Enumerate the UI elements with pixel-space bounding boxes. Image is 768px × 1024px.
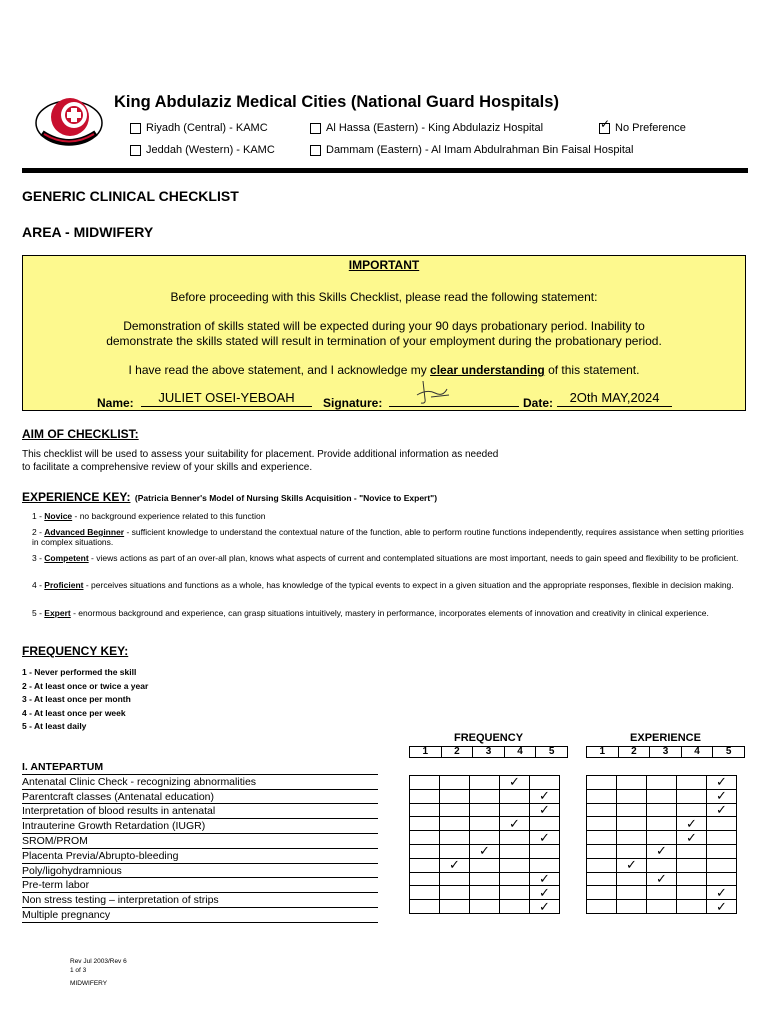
hospital-option-jeddah[interactable] — [130, 144, 275, 156]
experience-cell-1[interactable] — [587, 872, 617, 886]
check-icon: ✓ — [600, 116, 611, 131]
frequency-grid-row — [410, 817, 560, 831]
checklist-item: Interpretation of blood results in antenatal — [22, 804, 378, 819]
experience-cell-4[interactable] — [677, 900, 707, 914]
check-icon: ✓ — [479, 843, 490, 859]
checklist-item: Intrauterine Growth Retardation (IUGR) — [22, 819, 378, 834]
date-label: Date: — [523, 396, 554, 410]
key-num: 1 - — [32, 511, 45, 521]
experience-cell-3[interactable] — [647, 900, 677, 914]
header-divider — [22, 168, 748, 173]
experience-key-header — [22, 488, 437, 506]
frequency-key-item: 3 - At least once per month — [22, 694, 131, 704]
frequency-cell-4[interactable] — [500, 900, 530, 914]
footer-page: 1 of 3 — [70, 967, 87, 974]
check-icon: ✓ — [716, 774, 727, 790]
key-num: 3 - — [32, 553, 45, 563]
frequency-cell-2[interactable] — [440, 831, 470, 845]
check-icon: ✓ — [656, 870, 667, 886]
experience-title: EXPERIENCE — [630, 732, 701, 744]
checklist-item: Placenta Previa/Abrupto-bleeding — [22, 849, 378, 864]
experience-cell-4[interactable] — [677, 776, 707, 790]
checklist-item: Antenatal Clinic Check - recognizing abnormalities — [22, 775, 378, 790]
check-icon: ✓ — [539, 884, 550, 900]
frequency-cell-1[interactable] — [410, 858, 440, 872]
hospital-label: Dammam (Eastern) - Al Imam Abdulrahman Bin Faisal Hospital — [326, 144, 634, 156]
checklist-item: Parentcraft classes (Antenatal education) — [22, 790, 378, 805]
experience-cell-1[interactable] — [587, 831, 617, 845]
frequency-grid-row — [410, 872, 560, 886]
experience-key-item — [32, 511, 752, 521]
check-icon: ✓ — [716, 801, 727, 817]
scale-3: 3 — [650, 747, 682, 757]
check-icon: ✓ — [539, 788, 550, 804]
experience-cell-3[interactable] — [647, 886, 677, 900]
experience-cell-1[interactable] — [587, 789, 617, 803]
frequency-cell-3[interactable] — [470, 886, 500, 900]
checkbox-riyadh[interactable] — [130, 123, 141, 134]
frequency-title: FREQUENCY — [453, 732, 524, 744]
experience-key-subtitle: (Patricia Benner's Model of Nursing Skills Acquisition - "Novice to Expert") — [134, 493, 438, 503]
frequency-cell-4[interactable] — [500, 831, 530, 845]
key-term: Advanced Beginner — [44, 527, 125, 537]
frequency-cell-5[interactable] — [530, 831, 560, 845]
frequency-cell-1[interactable] — [410, 789, 440, 803]
experience-key-item — [32, 553, 752, 563]
experience-cell-1[interactable] — [587, 844, 617, 858]
footer-section: MIDWIFERY — [70, 980, 108, 987]
scale-3: 3 — [473, 747, 505, 757]
experience-cell-4[interactable] — [677, 844, 707, 858]
frequency-cell-2[interactable] — [440, 817, 470, 831]
scale-4: 4 — [682, 747, 714, 757]
frequency-cell-3[interactable] — [470, 844, 500, 858]
scale-1: 1 — [587, 747, 619, 757]
check-icon: ✓ — [656, 843, 667, 859]
check-icon: ✓ — [716, 788, 727, 804]
check-icon: ✓ — [539, 801, 550, 817]
check-icon: ✓ — [626, 857, 637, 873]
organization-title: King Abdulaziz Medical Cities (National Guard Hospitals) — [114, 93, 559, 111]
scale-2: 2 — [619, 747, 651, 757]
frequency-cell-4[interactable] — [500, 872, 530, 886]
experience-cell-4[interactable] — [677, 831, 707, 845]
frequency-key-heading: FREQUENCY KEY: — [22, 644, 129, 658]
experience-cell-4[interactable] — [677, 886, 707, 900]
frequency-cell-1[interactable] — [410, 776, 440, 790]
key-term: Competent — [44, 553, 89, 563]
experience-cell-4[interactable] — [677, 858, 707, 872]
frequency-key-item: 5 - At least daily — [22, 721, 87, 731]
frequency-cell-2[interactable] — [440, 886, 470, 900]
experience-key-heading: EXPERIENCE KEY: — [22, 490, 131, 504]
frequency-cell-2[interactable] — [440, 900, 470, 914]
signature-label: Signature: — [323, 396, 383, 410]
experience-cell-2[interactable] — [617, 831, 647, 845]
hospital-label: Al Hassa (Eastern) - King Abdulaziz Hospital — [326, 122, 544, 134]
aim-text-2: to facilitate a comprehensive review of your skills and experience. — [22, 462, 313, 473]
experience-cell-1[interactable] — [587, 803, 617, 817]
key-desc: - sufficient knowledge to understand the contextual nature of the function, able to perform routine functions independently, requires assistance when setting priorities in complex situations. — [32, 527, 744, 547]
section-heading-antepartum: I. ANTEPARTUM — [22, 760, 378, 775]
experience-cell-2[interactable] — [617, 817, 647, 831]
hospital-label: Jeddah (Western) - KAMC — [146, 144, 275, 156]
experience-cell-1[interactable] — [587, 776, 617, 790]
hospital-label: Riyadh (Central) - KAMC — [146, 122, 268, 134]
frequency-cell-1[interactable] — [410, 872, 440, 886]
check-icon: ✓ — [509, 774, 520, 790]
frequency-grid-row — [410, 900, 560, 914]
experience-cell-1[interactable] — [587, 858, 617, 872]
signature-field[interactable] — [389, 390, 519, 407]
area-title: AREA - MIDWIFERY — [22, 224, 154, 240]
checkbox-dammam[interactable] — [310, 145, 321, 156]
important-line-3 — [22, 363, 746, 377]
check-icon: ✓ — [539, 898, 550, 914]
frequency-cell-1[interactable] — [410, 886, 440, 900]
acknowledge-emphasis: clear understanding — [430, 363, 545, 377]
name-field[interactable]: JULIET OSEI-YEBOAH — [141, 390, 312, 407]
frequency-cell-4[interactable] — [500, 886, 530, 900]
antepartum-item-list — [22, 760, 378, 923]
scale-4: 4 — [505, 747, 537, 757]
checkbox-al-hassa[interactable] — [310, 123, 321, 134]
checklist-item: Non stress testing – interpretation of strips — [22, 893, 378, 908]
experience-cell-5[interactable] — [707, 900, 737, 914]
key-desc: - views actions as part of an over-all plan, knows what aspects of current and contemplated situations are most important, needs to gain speed and flexibility to be proficient. — [88, 553, 739, 563]
scale-5: 5 — [725, 746, 732, 757]
important-heading-wrap — [22, 258, 746, 272]
experience-cell-3[interactable] — [647, 844, 677, 858]
frequency-grid-row — [410, 789, 560, 803]
experience-cell-5[interactable] — [707, 803, 737, 817]
experience-cell-2[interactable] — [617, 803, 647, 817]
frequency-cell-4[interactable] — [500, 844, 530, 858]
experience-key-item — [32, 580, 752, 590]
frequency-cell-5[interactable] — [530, 844, 560, 858]
experience-scale-header — [586, 746, 745, 758]
frequency-cell-3[interactable] — [470, 817, 500, 831]
checklist-title: GENERIC CLINICAL CHECKLIST — [22, 188, 239, 204]
experience-key-item — [32, 527, 752, 547]
key-term: Proficient — [44, 580, 84, 590]
frequency-scale-header — [409, 746, 568, 758]
frequency-grid-row — [410, 776, 560, 790]
experience-grid-row — [587, 776, 737, 790]
experience-cell-2[interactable] — [617, 872, 647, 886]
check-icon: ✓ — [716, 884, 727, 900]
experience-cell-5[interactable] — [707, 858, 737, 872]
frequency-cell-5[interactable] — [530, 900, 560, 914]
experience-cell-3[interactable] — [647, 872, 677, 886]
checklist-item: Pre-term labor — [22, 878, 378, 893]
checklist-item: Multiple pregnancy — [22, 908, 378, 923]
date-field[interactable]: 2Oth MAY,2024 — [557, 390, 672, 407]
frequency-cell-4[interactable] — [500, 789, 530, 803]
frequency-cell-4[interactable] — [500, 858, 530, 872]
scale-2: 2 — [442, 747, 474, 757]
experience-grid-row — [587, 789, 737, 803]
experience-cell-2[interactable] — [617, 858, 647, 872]
experience-cell-2[interactable] — [617, 789, 647, 803]
experience-cell-2[interactable] — [617, 776, 647, 790]
key-num: 2 - — [32, 527, 45, 537]
important-heading: IMPORTANT — [348, 258, 420, 272]
frequency-cell-1[interactable] — [410, 900, 440, 914]
scale-5: 5 — [548, 746, 555, 757]
key-desc: - enormous background and experience, can grasp situations intuitively, mastery in performance, incorporates elements of innovation and creativity in clinical experience. — [70, 608, 709, 618]
experience-grid-row — [587, 817, 737, 831]
signature-scribble — [403, 377, 463, 407]
hospital-option-al-hassa[interactable] — [310, 122, 543, 134]
experience-grid-row — [587, 900, 737, 914]
frequency-key-item: 4 - At least once per week — [22, 708, 126, 718]
important-line-2a: Demonstration of skills stated will be expected during your 90 days probationary period. Inability to — [123, 319, 645, 333]
key-term: Novice — [44, 511, 73, 521]
frequency-grid-row — [410, 844, 560, 858]
hospital-label: No Preference — [615, 122, 686, 134]
check-icon: ✓ — [449, 857, 460, 873]
frequency-grid-row — [410, 803, 560, 817]
check-icon: ✓ — [686, 815, 697, 831]
hospital-option-riyadh[interactable] — [130, 122, 268, 134]
key-desc: - perceives situations and functions as a whole, has knowledge of the typical events to expect in a given situation and the appropriate responses, flexible in decision making. — [83, 580, 734, 590]
hospital-logo — [34, 93, 104, 157]
check-icon: ✓ — [539, 870, 550, 886]
experience-grid-row — [587, 872, 737, 886]
aim-text-1: This checklist will be used to assess your suitability for placement. Provide additional information as needed — [22, 449, 499, 460]
frequency-cell-3[interactable] — [470, 789, 500, 803]
frequency-cell-1[interactable] — [410, 817, 440, 831]
frequency-cell-3[interactable] — [470, 803, 500, 817]
frequency-cell-2[interactable] — [440, 858, 470, 872]
experience-key-item — [32, 608, 752, 618]
experience-cell-4[interactable] — [677, 789, 707, 803]
frequency-key-item: 2 - At least once or twice a year — [22, 681, 149, 691]
hospital-option-dammam[interactable] — [310, 144, 634, 156]
experience-cell-2[interactable] — [617, 886, 647, 900]
frequency-cell-3[interactable] — [470, 872, 500, 886]
frequency-cell-3[interactable] — [470, 858, 500, 872]
frequency-cell-4[interactable] — [500, 817, 530, 831]
experience-cell-5[interactable] — [707, 831, 737, 845]
name-label: Name: — [97, 396, 134, 410]
experience-cell-2[interactable] — [617, 900, 647, 914]
key-desc: - no background experience related to this function — [72, 511, 266, 521]
experience-cell-1[interactable] — [587, 900, 617, 914]
experience-grid-row — [587, 803, 737, 817]
frequency-cell-1[interactable] — [410, 831, 440, 845]
check-icon: ✓ — [509, 815, 520, 831]
frequency-grid-row — [410, 886, 560, 900]
experience-cell-3[interactable] — [647, 789, 677, 803]
experience-cell-5[interactable] — [707, 844, 737, 858]
frequency-cell-2[interactable] — [440, 872, 470, 886]
check-icon: ✓ — [686, 829, 697, 845]
experience-cell-4[interactable] — [677, 872, 707, 886]
important-line-1: Before proceeding with this Skills Checklist, please read the following statement: — [170, 290, 598, 304]
important-line-2b: demonstrate the skills stated will result in termination of your employment during the probationary period. — [106, 334, 662, 348]
experience-grid-row — [587, 886, 737, 900]
experience-cell-1[interactable] — [587, 886, 617, 900]
checkbox-no-preference[interactable] — [599, 116, 611, 134]
frequency-cell-2[interactable] — [440, 789, 470, 803]
check-icon: ✓ — [539, 829, 550, 845]
acknowledge-text: I have read the above statement, and I acknowledge my — [128, 363, 431, 377]
check-icon: ✓ — [716, 898, 727, 914]
hospital-option-no-preference[interactable] — [599, 116, 686, 134]
aim-heading: AIM OF CHECKLIST: — [22, 427, 139, 441]
frequency-grid-row — [410, 858, 560, 872]
experience-cell-5[interactable] — [707, 817, 737, 831]
experience-cell-3[interactable] — [647, 803, 677, 817]
frequency-cell-1[interactable] — [410, 844, 440, 858]
acknowledge-text-end: of this statement. — [544, 363, 640, 377]
experience-grid — [586, 775, 737, 914]
experience-grid-row — [587, 844, 737, 858]
scale-1: 1 — [410, 747, 442, 757]
experience-cell-3[interactable] — [647, 776, 677, 790]
frequency-cell-4[interactable] — [500, 776, 530, 790]
checklist-item: Poly/ligohydramnious — [22, 864, 378, 879]
experience-cell-3[interactable] — [647, 817, 677, 831]
frequency-key-item: 1 - Never performed the skill — [22, 667, 137, 677]
checkbox-jeddah[interactable] — [130, 145, 141, 156]
frequency-grid — [409, 775, 560, 914]
frequency-cell-5[interactable] — [530, 803, 560, 817]
important-notice-box — [22, 255, 746, 411]
checklist-item: SROM/PROM — [22, 834, 378, 849]
key-num: 4 - — [32, 580, 45, 590]
key-num: 5 - — [32, 608, 45, 618]
frequency-cell-3[interactable] — [470, 776, 500, 790]
frequency-cell-3[interactable] — [470, 900, 500, 914]
experience-cell-1[interactable] — [587, 817, 617, 831]
frequency-cell-2[interactable] — [440, 776, 470, 790]
frequency-cell-2[interactable] — [440, 803, 470, 817]
frequency-cell-1[interactable] — [410, 803, 440, 817]
footer-revision: Rev Jul 2003/Rev 6 — [70, 958, 127, 965]
key-term: Expert — [44, 608, 71, 618]
